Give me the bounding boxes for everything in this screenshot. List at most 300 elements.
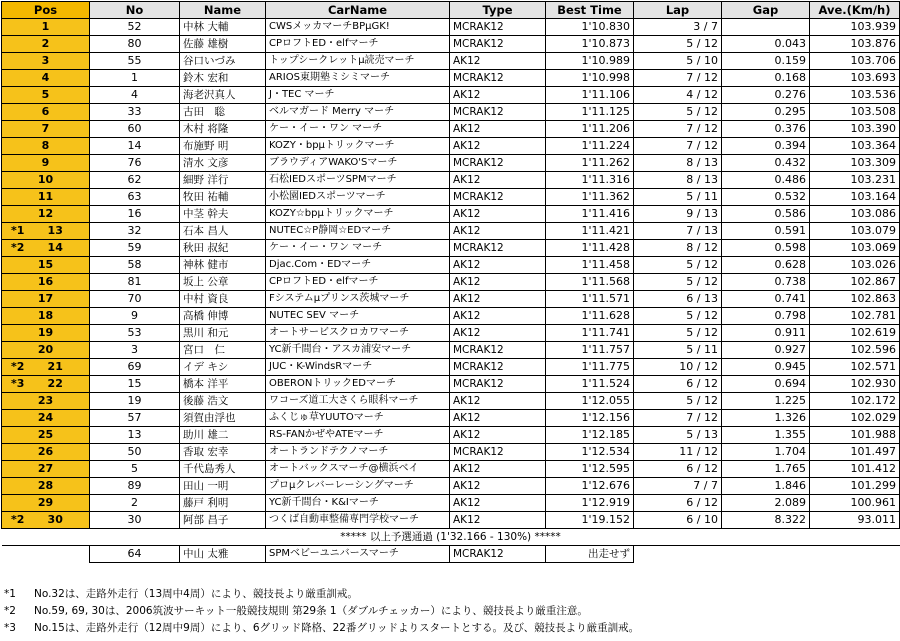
driver-name: 田山 一明 bbox=[180, 478, 266, 495]
gap: 0.043 bbox=[722, 36, 810, 53]
best-time: 1'11.421 bbox=[546, 223, 634, 240]
average-speed: 103.939 bbox=[810, 19, 900, 36]
result-pos bbox=[2, 376, 90, 393]
result-pos: 16 bbox=[2, 274, 90, 291]
driver-name: 清水 文彦 bbox=[180, 155, 266, 172]
penalty-mark: *3 bbox=[11, 377, 25, 390]
table-row bbox=[2, 359, 900, 376]
result-no: 55 bbox=[90, 53, 180, 70]
result-pos: 10 bbox=[2, 172, 90, 189]
dns-status: 出走せず bbox=[546, 546, 634, 563]
result-pos: 6 bbox=[2, 104, 90, 121]
result-pos bbox=[2, 223, 90, 240]
gap: 0.394 bbox=[722, 138, 810, 155]
driver-name: 黒川 和元 bbox=[180, 325, 266, 342]
average-speed: 101.299 bbox=[810, 478, 900, 495]
car-type: AK12 bbox=[450, 478, 546, 495]
footnote-text: No.15は、走路外走行（12周中9周）により、6グリッド降格、22番グリッドよりスタートとする。及び、競技長より厳重訓戒。 bbox=[34, 622, 640, 634]
driver-name: 坂上 公章 bbox=[180, 274, 266, 291]
result-no: 70 bbox=[90, 291, 180, 308]
average-speed: 103.693 bbox=[810, 70, 900, 87]
driver-name: 海老沢真人 bbox=[180, 87, 266, 104]
car-name: つくば自動車整備専門学校マーチ bbox=[266, 512, 450, 529]
car-type: MCRAK12 bbox=[450, 444, 546, 461]
penalty-mark: *1 bbox=[11, 224, 25, 237]
best-lap: 5 / 13 bbox=[634, 427, 722, 444]
car-type: AK12 bbox=[450, 410, 546, 427]
car-name: KOZY・bpμトリックマーチ bbox=[266, 138, 450, 155]
average-speed: 103.309 bbox=[810, 155, 900, 172]
pos-value: 21 bbox=[47, 360, 63, 373]
table-row bbox=[2, 461, 900, 478]
gap: 1.765 bbox=[722, 461, 810, 478]
average-speed: 102.029 bbox=[810, 410, 900, 427]
best-lap: 9 / 13 bbox=[634, 206, 722, 223]
result-pos: 12 bbox=[2, 206, 90, 223]
header-pos: Pos bbox=[2, 2, 90, 19]
average-speed: 101.497 bbox=[810, 444, 900, 461]
result-no: 9 bbox=[90, 308, 180, 325]
best-time: 1'11.628 bbox=[546, 308, 634, 325]
car-name: YC新千間台・K&Iマーチ bbox=[266, 495, 450, 512]
gap: 0.628 bbox=[722, 257, 810, 274]
table-row bbox=[2, 172, 900, 189]
gap: 0.738 bbox=[722, 274, 810, 291]
gap: 1.326 bbox=[722, 410, 810, 427]
best-time: 1'12.676 bbox=[546, 478, 634, 495]
car-type: AK12 bbox=[450, 308, 546, 325]
car-type: AK12 bbox=[450, 325, 546, 342]
result-pos: 7 bbox=[2, 121, 90, 138]
car-name: トップシークレットμ読売マーチ bbox=[266, 53, 450, 70]
driver-name: 須賀由浮也 bbox=[180, 410, 266, 427]
driver-name: 谷口いづみ bbox=[180, 53, 266, 70]
result-no: 13 bbox=[90, 427, 180, 444]
car-name: OBERONトリックEDマーチ bbox=[266, 376, 450, 393]
car-type: AK12 bbox=[450, 206, 546, 223]
best-time: 1'11.428 bbox=[546, 240, 634, 257]
result-no: 33 bbox=[90, 104, 180, 121]
gap: 0.586 bbox=[722, 206, 810, 223]
best-time: 1'11.775 bbox=[546, 359, 634, 376]
gap: 0.741 bbox=[722, 291, 810, 308]
average-speed: 103.079 bbox=[810, 223, 900, 240]
car-type: MCRAK12 bbox=[450, 104, 546, 121]
best-time: 1'12.156 bbox=[546, 410, 634, 427]
best-lap: 8 / 12 bbox=[634, 240, 722, 257]
result-pos: 17 bbox=[2, 291, 90, 308]
gap: 0.168 bbox=[722, 70, 810, 87]
car-name: CPロフトED・elfマーチ bbox=[266, 274, 450, 291]
car-name: 小松園IEDスポーツマーチ bbox=[266, 189, 450, 206]
best-lap: 6 / 12 bbox=[634, 495, 722, 512]
car-type: AK12 bbox=[450, 87, 546, 104]
best-time: 1'12.919 bbox=[546, 495, 634, 512]
best-lap: 7 / 7 bbox=[634, 478, 722, 495]
average-speed: 100.961 bbox=[810, 495, 900, 512]
dns-pos-blank bbox=[2, 546, 90, 563]
driver-name: 宮口 仁 bbox=[180, 342, 266, 359]
footnote-mark: *3 bbox=[4, 622, 16, 634]
car-type: MCRAK12 bbox=[450, 376, 546, 393]
best-lap: 6 / 10 bbox=[634, 512, 722, 529]
average-speed: 103.390 bbox=[810, 121, 900, 138]
average-speed: 103.536 bbox=[810, 87, 900, 104]
average-speed: 101.988 bbox=[810, 427, 900, 444]
gap: 0.798 bbox=[722, 308, 810, 325]
car-name: YC新千間台・アスカ浦安マーチ bbox=[266, 342, 450, 359]
average-speed: 103.364 bbox=[810, 138, 900, 155]
table-row bbox=[2, 342, 900, 359]
car-type: AK12 bbox=[450, 257, 546, 274]
result-no: 69 bbox=[90, 359, 180, 376]
gap bbox=[722, 19, 810, 36]
best-lap: 5 / 12 bbox=[634, 325, 722, 342]
driver-name: 細野 洋行 bbox=[180, 172, 266, 189]
gap: 0.159 bbox=[722, 53, 810, 70]
car-name: ブラウディアWAKO'Sマーチ bbox=[266, 155, 450, 172]
gap: 8.322 bbox=[722, 512, 810, 529]
results-table bbox=[1, 1, 900, 563]
table-row bbox=[2, 325, 900, 342]
best-lap: 5 / 11 bbox=[634, 189, 722, 206]
footnote-text: No.32は、走路外走行（13周中4周）により、競技長より厳重訓戒。 bbox=[34, 588, 358, 600]
dns-car: SPMベビーユニバースマーチ bbox=[266, 546, 450, 563]
table-row bbox=[2, 240, 900, 257]
result-no: 19 bbox=[90, 393, 180, 410]
result-no: 5 bbox=[90, 461, 180, 478]
result-no: 60 bbox=[90, 121, 180, 138]
gap: 1.846 bbox=[722, 478, 810, 495]
result-pos: 20 bbox=[2, 342, 90, 359]
result-no: 50 bbox=[90, 444, 180, 461]
header-best-time: Best Time bbox=[546, 2, 634, 19]
result-no: 53 bbox=[90, 325, 180, 342]
result-no: 57 bbox=[90, 410, 180, 427]
table-row bbox=[2, 274, 900, 291]
best-time: 1'11.524 bbox=[546, 376, 634, 393]
best-lap: 5 / 12 bbox=[634, 274, 722, 291]
result-no: 81 bbox=[90, 274, 180, 291]
car-name: ARIOS東期塾ミシミマーチ bbox=[266, 70, 450, 87]
result-pos: 8 bbox=[2, 138, 90, 155]
car-name: JUC・K-WindsRマーチ bbox=[266, 359, 450, 376]
result-pos: 19 bbox=[2, 325, 90, 342]
best-lap: 5 / 12 bbox=[634, 393, 722, 410]
gap: 0.927 bbox=[722, 342, 810, 359]
best-time: 1'11.125 bbox=[546, 104, 634, 121]
average-speed: 102.867 bbox=[810, 274, 900, 291]
best-time: 1'11.316 bbox=[546, 172, 634, 189]
driver-name: 阿部 昌子 bbox=[180, 512, 266, 529]
gap: 0.276 bbox=[722, 87, 810, 104]
gap: 0.532 bbox=[722, 189, 810, 206]
gap: 0.486 bbox=[722, 172, 810, 189]
dns-no: 64 bbox=[90, 546, 180, 563]
best-time: 1'11.362 bbox=[546, 189, 634, 206]
best-time: 1'10.873 bbox=[546, 36, 634, 53]
best-time: 1'19.152 bbox=[546, 512, 634, 529]
car-type: AK12 bbox=[450, 121, 546, 138]
result-pos: 2 bbox=[2, 36, 90, 53]
driver-name: 牧田 祐輔 bbox=[180, 189, 266, 206]
header-car: CarName bbox=[266, 2, 450, 19]
driver-name: 木村 将隆 bbox=[180, 121, 266, 138]
result-no: 4 bbox=[90, 87, 180, 104]
table-row bbox=[2, 291, 900, 308]
result-pos: 3 bbox=[2, 53, 90, 70]
best-lap: 5 / 12 bbox=[634, 308, 722, 325]
table-row bbox=[2, 376, 900, 393]
table-row bbox=[2, 257, 900, 274]
best-time: 1'11.571 bbox=[546, 291, 634, 308]
result-pos: 1 bbox=[2, 19, 90, 36]
header-no: No bbox=[90, 2, 180, 19]
best-lap: 3 / 7 bbox=[634, 19, 722, 36]
gap: 1.704 bbox=[722, 444, 810, 461]
table-row bbox=[2, 70, 900, 87]
result-no: 32 bbox=[90, 223, 180, 240]
best-time: 1'11.568 bbox=[546, 274, 634, 291]
best-time: 1'12.595 bbox=[546, 461, 634, 478]
driver-name: 布施野 明 bbox=[180, 138, 266, 155]
car-type: AK12 bbox=[450, 274, 546, 291]
footnote-mark: *1 bbox=[4, 588, 16, 600]
best-lap: 8 / 13 bbox=[634, 172, 722, 189]
car-name: Fシステムμプリンス茨城マーチ bbox=[266, 291, 450, 308]
average-speed: 103.876 bbox=[810, 36, 900, 53]
result-pos: 27 bbox=[2, 461, 90, 478]
best-time: 1'11.458 bbox=[546, 257, 634, 274]
car-name: KOZY☆bpμトリックマーチ bbox=[266, 206, 450, 223]
car-type: MCRAK12 bbox=[450, 342, 546, 359]
dns-row bbox=[2, 546, 900, 563]
average-speed: 102.863 bbox=[810, 291, 900, 308]
qualify-separator-row bbox=[2, 529, 900, 546]
driver-name: 石本 昌人 bbox=[180, 223, 266, 240]
driver-name: 橋本 洋平 bbox=[180, 376, 266, 393]
result-pos: 24 bbox=[2, 410, 90, 427]
driver-name: 古田 聡 bbox=[180, 104, 266, 121]
best-lap: 5 / 12 bbox=[634, 104, 722, 121]
footnote-3 bbox=[4, 620, 896, 637]
best-lap: 7 / 13 bbox=[634, 223, 722, 240]
table-row bbox=[2, 223, 900, 240]
footnote-mark: *2 bbox=[4, 605, 16, 617]
table-row bbox=[2, 53, 900, 70]
table-row bbox=[2, 87, 900, 104]
car-type: AK12 bbox=[450, 223, 546, 240]
table-row bbox=[2, 138, 900, 155]
header-gap: Gap bbox=[722, 2, 810, 19]
average-speed: 102.930 bbox=[810, 376, 900, 393]
table-row bbox=[2, 155, 900, 172]
driver-name: 中茎 幹夫 bbox=[180, 206, 266, 223]
best-lap: 6 / 12 bbox=[634, 461, 722, 478]
footnote-1 bbox=[4, 586, 896, 603]
driver-name: 後藤 浩文 bbox=[180, 393, 266, 410]
car-name: Djac.Com・EDマーチ bbox=[266, 257, 450, 274]
result-pos bbox=[2, 512, 90, 529]
result-pos: 9 bbox=[2, 155, 90, 172]
result-no: 14 bbox=[90, 138, 180, 155]
average-speed: 102.596 bbox=[810, 342, 900, 359]
table-row bbox=[2, 121, 900, 138]
result-pos: 25 bbox=[2, 427, 90, 444]
best-time: 1'12.534 bbox=[546, 444, 634, 461]
gap: 0.598 bbox=[722, 240, 810, 257]
penalty-mark: *2 bbox=[11, 241, 25, 254]
average-speed: 103.026 bbox=[810, 257, 900, 274]
average-speed: 103.086 bbox=[810, 206, 900, 223]
result-no: 89 bbox=[90, 478, 180, 495]
header-ave: Ave.(Km/h) bbox=[810, 2, 900, 19]
car-type: AK12 bbox=[450, 291, 546, 308]
driver-name: 藤戸 利明 bbox=[180, 495, 266, 512]
result-pos: 5 bbox=[2, 87, 90, 104]
best-time: 1'10.830 bbox=[546, 19, 634, 36]
best-lap: 4 / 12 bbox=[634, 87, 722, 104]
best-lap: 6 / 12 bbox=[634, 376, 722, 393]
gap: 0.945 bbox=[722, 359, 810, 376]
result-no: 15 bbox=[90, 376, 180, 393]
header-row bbox=[2, 2, 900, 19]
result-pos: 28 bbox=[2, 478, 90, 495]
gap: 1.355 bbox=[722, 427, 810, 444]
table-row bbox=[2, 495, 900, 512]
result-no: 30 bbox=[90, 512, 180, 529]
car-name: NUTEC☆P静岡☆EDマーチ bbox=[266, 223, 450, 240]
average-speed: 102.619 bbox=[810, 325, 900, 342]
best-lap: 7 / 12 bbox=[634, 138, 722, 155]
best-lap: 7 / 12 bbox=[634, 121, 722, 138]
car-name: CPロフトED・elfマーチ bbox=[266, 36, 450, 53]
result-no: 52 bbox=[90, 19, 180, 36]
car-type: MCRAK12 bbox=[450, 189, 546, 206]
pos-value: 14 bbox=[47, 241, 63, 254]
result-pos: 15 bbox=[2, 257, 90, 274]
car-name: オートバックスマーチ@横浜ベイ bbox=[266, 461, 450, 478]
result-pos bbox=[2, 240, 90, 257]
table-row bbox=[2, 104, 900, 121]
car-name: オートサービスクロカワマーチ bbox=[266, 325, 450, 342]
average-speed: 102.172 bbox=[810, 393, 900, 410]
best-lap: 6 / 13 bbox=[634, 291, 722, 308]
car-name: ケー・イー・ワン マーチ bbox=[266, 240, 450, 257]
driver-name: 中村 資良 bbox=[180, 291, 266, 308]
car-name: RS-FANかぜやATEマーチ bbox=[266, 427, 450, 444]
best-lap: 5 / 10 bbox=[634, 53, 722, 70]
result-pos: 11 bbox=[2, 189, 90, 206]
gap: 2.089 bbox=[722, 495, 810, 512]
penalty-mark: *2 bbox=[11, 513, 25, 526]
car-type: AK12 bbox=[450, 393, 546, 410]
best-time: 1'11.206 bbox=[546, 121, 634, 138]
dns-ave-blank bbox=[810, 546, 900, 563]
best-time: 1'11.741 bbox=[546, 325, 634, 342]
dns-type: MCRAK12 bbox=[450, 546, 546, 563]
average-speed: 103.706 bbox=[810, 53, 900, 70]
best-lap: 5 / 12 bbox=[634, 257, 722, 274]
car-name: プロμクレバーレーシングマーチ bbox=[266, 478, 450, 495]
car-name: CWSメッカマーチBPμGK! bbox=[266, 19, 450, 36]
result-no: 2 bbox=[90, 495, 180, 512]
car-type: AK12 bbox=[450, 427, 546, 444]
car-name: ワコーズ道工大さくら眼科マーチ bbox=[266, 393, 450, 410]
best-lap: 8 / 13 bbox=[634, 155, 722, 172]
result-pos: 23 bbox=[2, 393, 90, 410]
result-no: 63 bbox=[90, 189, 180, 206]
driver-name: 助川 雄二 bbox=[180, 427, 266, 444]
car-type: AK12 bbox=[450, 138, 546, 155]
driver-name: 香取 宏幸 bbox=[180, 444, 266, 461]
car-type: AK12 bbox=[450, 53, 546, 70]
qualify-separator: ***** 以上予選通過 (1'32.166 - 130%) ***** bbox=[2, 529, 900, 546]
result-no: 59 bbox=[90, 240, 180, 257]
best-time: 1'10.989 bbox=[546, 53, 634, 70]
best-lap: 10 / 12 bbox=[634, 359, 722, 376]
car-type: MCRAK12 bbox=[450, 240, 546, 257]
result-no: 1 bbox=[90, 70, 180, 87]
table-row bbox=[2, 410, 900, 427]
best-lap: 7 / 12 bbox=[634, 70, 722, 87]
car-type: AK12 bbox=[450, 512, 546, 529]
result-pos bbox=[2, 359, 90, 376]
driver-name: 神林 健市 bbox=[180, 257, 266, 274]
table-row bbox=[2, 308, 900, 325]
driver-name: イデ キシ bbox=[180, 359, 266, 376]
average-speed: 103.164 bbox=[810, 189, 900, 206]
average-speed: 103.231 bbox=[810, 172, 900, 189]
table-row bbox=[2, 427, 900, 444]
car-name: ベルマガード Merry マーチ bbox=[266, 104, 450, 121]
car-type: MCRAK12 bbox=[450, 19, 546, 36]
best-time: 1'11.262 bbox=[546, 155, 634, 172]
table-row bbox=[2, 444, 900, 461]
car-type: AK12 bbox=[450, 172, 546, 189]
pos-value: 13 bbox=[47, 224, 63, 237]
best-time: 1'12.185 bbox=[546, 427, 634, 444]
driver-name: 高橋 伸博 bbox=[180, 308, 266, 325]
car-type: MCRAK12 bbox=[450, 70, 546, 87]
driver-name: 秋田 叔紀 bbox=[180, 240, 266, 257]
gap: 0.591 bbox=[722, 223, 810, 240]
table-row bbox=[2, 19, 900, 36]
car-name: NUTEC SEV マーチ bbox=[266, 308, 450, 325]
gap: 0.694 bbox=[722, 376, 810, 393]
gap: 0.376 bbox=[722, 121, 810, 138]
average-speed: 93.011 bbox=[810, 512, 900, 529]
dns-name: 中山 太雅 bbox=[180, 546, 266, 563]
car-name: 石松IEDスポーツSPMマーチ bbox=[266, 172, 450, 189]
best-time: 1'11.757 bbox=[546, 342, 634, 359]
average-speed: 102.571 bbox=[810, 359, 900, 376]
best-lap: 5 / 12 bbox=[634, 36, 722, 53]
footnote-text: No.59, 69, 30は、2006筑波サーキット一般競技規則 第29条 1（ダブルチェッカー）により、競技長より厳重注意。 bbox=[34, 605, 588, 617]
result-no: 58 bbox=[90, 257, 180, 274]
pos-value: 30 bbox=[47, 513, 63, 526]
car-name: J・TEC マーチ bbox=[266, 87, 450, 104]
best-time: 1'12.055 bbox=[546, 393, 634, 410]
best-time: 1'10.998 bbox=[546, 70, 634, 87]
result-no: 16 bbox=[90, 206, 180, 223]
result-pos: 29 bbox=[2, 495, 90, 512]
driver-name: 鈴木 宏和 bbox=[180, 70, 266, 87]
penalty-mark: *2 bbox=[11, 360, 25, 373]
result-no: 76 bbox=[90, 155, 180, 172]
footnotes bbox=[4, 586, 896, 637]
driver-name: 千代島秀人 bbox=[180, 461, 266, 478]
